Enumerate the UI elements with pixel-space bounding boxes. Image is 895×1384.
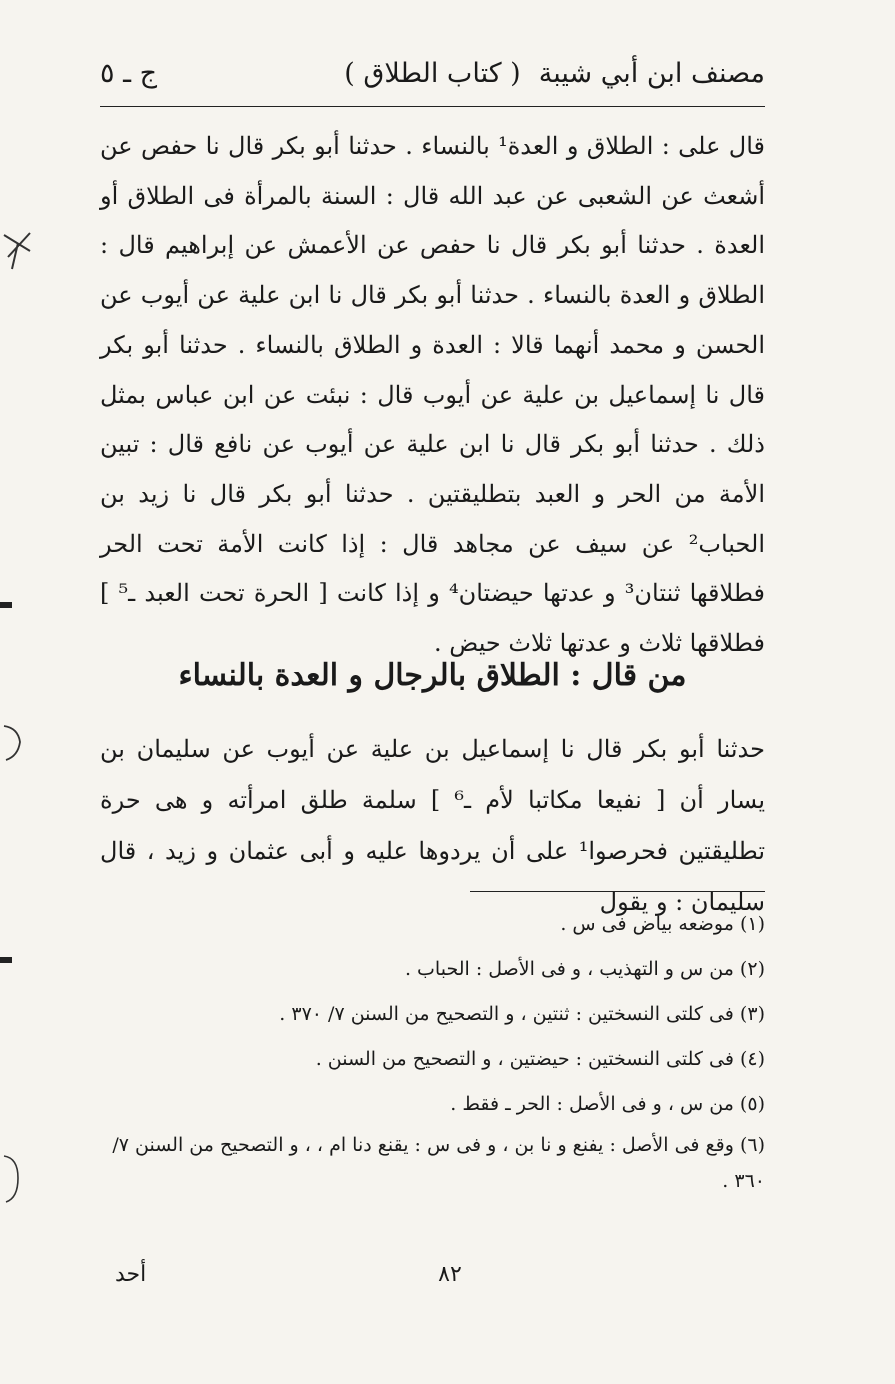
- footnote-item: (٣) فى كلتى النسختين : ثنتين ، و التصحيح من السنن ٧/ ٣٧٠ .: [279, 1003, 765, 1025]
- footnotes-list: [100, 902, 765, 1199]
- footnote-item: (١) موضعه بياض فى س .: [560, 913, 765, 935]
- footnote-item: (٦) وقع فى الأصل : يفنع و نا بن ، و فى س : يقنع دنا ام ، ، و التصحيح من السنن ٧/ ٣٦٠ .: [112, 1134, 765, 1192]
- footnote-item: (٤) فى كلتى النسختين : حيضتين ، و التصحيح من السنن .: [315, 1048, 765, 1070]
- chapter-title: ( كتاب الطلاق ): [344, 58, 521, 89]
- book-title: مصنف ابن أبي شيبة: [538, 58, 765, 89]
- running-header: [100, 52, 765, 96]
- margin-scribble-mark: [0, 225, 34, 275]
- footnote-item: (٥) من س ، و فى الأصل : الحر ـ فقط .: [450, 1093, 765, 1115]
- margin-bracket-mark: [0, 718, 30, 766]
- signature-mark: أحد: [115, 1262, 147, 1287]
- second-paragraph: حدثنا أبو بكر قال نا إسماعيل بن علية عن أيوب عن سليمان بن يسار أن [ نفيعا مكاتبا لأم ـ⁶ ] سلمة طلق امرأته و هى حرة تطليقتين فحرصوا¹ على أن يردوها عليه و أبى عثمان و زيد ، قال سليمان : و يقول: [100, 735, 766, 916]
- section-heading: من قال : الطلاق بالرجال و العدة بالنساء: [178, 658, 687, 693]
- footnote-item: (٢) من س و التهذيب ، و فى الأصل : الحباب .: [404, 958, 765, 980]
- header-divider: [100, 106, 765, 107]
- margin-dash-mark: [0, 600, 12, 610]
- page-number: ٨٢: [438, 1262, 462, 1287]
- margin-bracket-mark: [0, 1148, 30, 1208]
- volume-number: ج ـ ٥: [100, 58, 158, 89]
- footnote-divider: [470, 891, 765, 892]
- main-paragraph: قال على : الطلاق و العدة¹ بالنساء . حدثنا أبو بكر قال نا حفص عن أشعث عن الشعبى عن عبد الله قال : السنة بالمرأة فى الطلاق أو العدة . حدثنا أبو بكر قال نا حفص عن الأعمش عن إبراهيم قال : الطلاق و العدة بالنساء . حدثنا أبو بكر قال نا ابن علية عن أيوب عن الحسن و محمد أنهما قالا : العدة و الطلاق بالنساء . حدثنا أبو بكر قال نا إسماعيل بن علية عن أيوب قال : نبئت عن ابن عباس بمثل ذلك . حدثنا أبو بكر قال نا ابن علية عن أيوب عن نافع قال : تبين الأمة من الحر و العبد بتطليقتين . حدثنا أبو بكر قال نا زيد بن الحباب² عن سيف عن مجاهد قال : إذا كانت الأمة تحت الحر فطلاقها ثنتان³ و عدتها حيضتان⁴ و إذا كانت [ الحرة تحت العبد ـ⁵ ] فطلاقها ثلاث و عدتها ثلاث حيض .: [100, 132, 765, 658]
- margin-dash-mark: [0, 955, 12, 965]
